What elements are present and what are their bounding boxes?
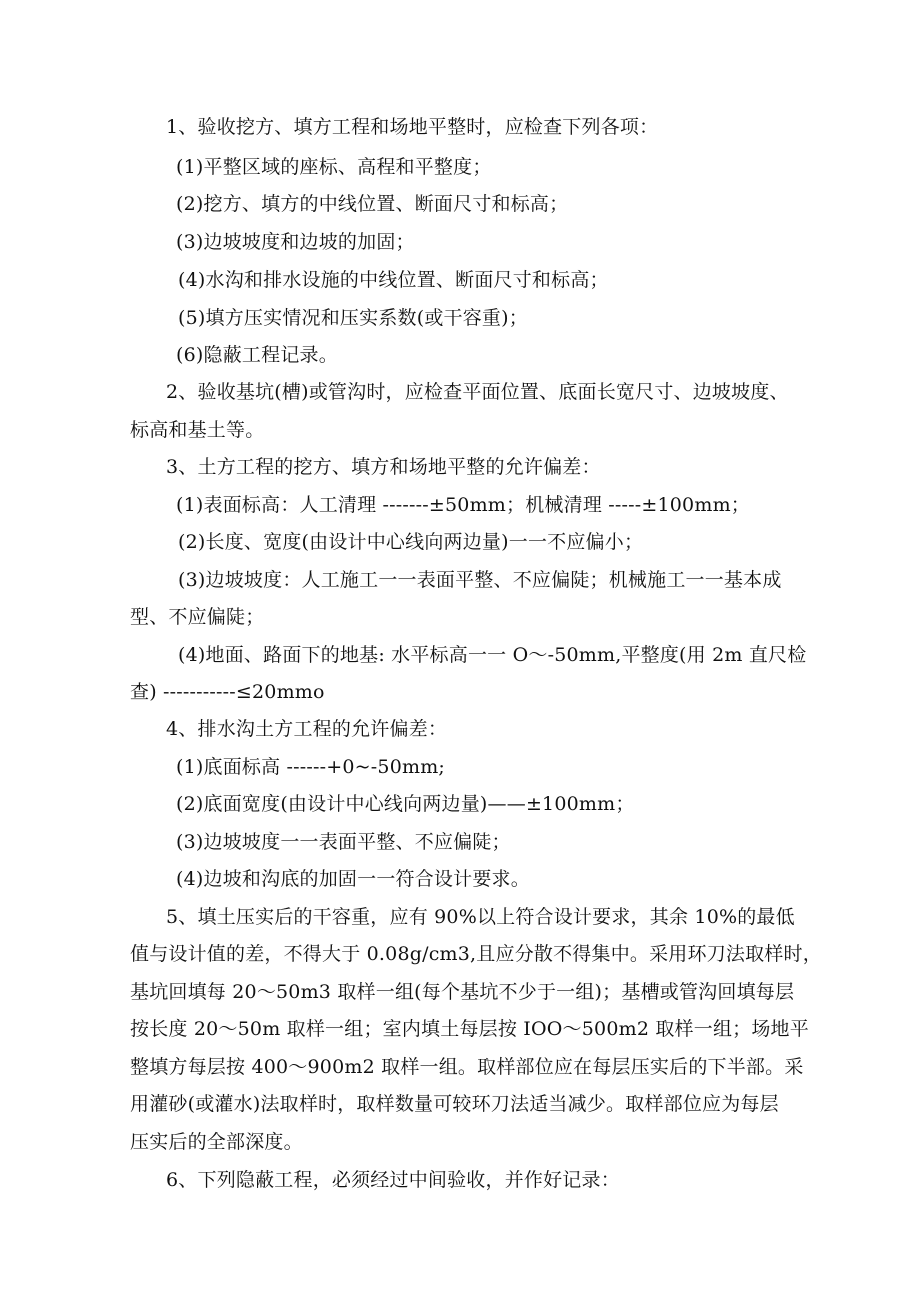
item-3-sub-1: (1)表面标高：人工清理 -------±50mm；机械清理 -----±100mm； xyxy=(176,494,750,516)
item-1-sub-1: (1)平整区域的座标、高程和平整度； xyxy=(176,156,492,178)
item-4-sub-2: (2)底面宽度(由设计中心线向两边量)——±100mm； xyxy=(176,793,635,815)
item-2-continuation: 标高和基土等。 xyxy=(130,419,265,441)
item-5-line-6: 用灌砂(或灌水)法取样时，取样数量可较环刀法适当减少。取样部位应为每层 xyxy=(130,1093,779,1115)
item-3-sub-3: (3)边坡坡度：人工施工一一表面平整、不应偏陡；机械施工一一基本成 xyxy=(178,569,782,591)
item-4-heading: 4、排水沟土方工程的允许偏差： xyxy=(166,718,448,740)
item-3-sub-4: (4)地面、路面下的地基: 水平标高一一 O～-50mm,平整度(用 2m 直尺检 xyxy=(178,644,807,666)
item-1-heading: 1、验收挖方、填方工程和场地平整时，应检查下列各项： xyxy=(166,116,659,138)
item-4-sub-1: (1)底面标高 ------+0~-50mm; xyxy=(176,756,446,778)
item-5-line-2: 值与设计值的差，不得大于 0.08g/cm3,且应分散不得集中。采用环刀法取样时， xyxy=(130,943,822,965)
item-4-sub-3: (3)边坡坡度一一表面平整、不应偏陡； xyxy=(176,831,511,853)
item-4-sub-4: (4)边坡和沟底的加固一一符合设计要求。 xyxy=(176,868,530,890)
item-6-heading: 6、下列隐蔽工程，必须经过中间验收，并作好记录： xyxy=(166,1169,620,1191)
item-2-heading: 2、验收基坑(槽)或管沟时，应检查平面位置、底面长宽尺寸、边坡坡度、 xyxy=(166,381,789,403)
item-5-line-4: 按长度 20～50m 取样一组；室内填土每层按 IOO～500m2 取样一组；场地平 xyxy=(130,1018,809,1040)
item-1-sub-6: (6)隐蔽工程记录。 xyxy=(176,344,338,366)
item-3-heading: 3、土方工程的挖方、填方和场地平整的允许偏差： xyxy=(166,456,601,478)
item-5-line-7: 压实后的全部深度。 xyxy=(130,1131,303,1153)
item-1-sub-4: (4)水沟和排水设施的中线位置、断面尺寸和标高； xyxy=(178,269,609,291)
item-1-sub-3: (3)边坡坡度和边坡的加固； xyxy=(176,231,415,253)
item-5-heading: 5、填土压实后的干容重，应有 90%以上符合设计要求，其余 10%的最低 xyxy=(166,906,795,928)
item-1-sub-2: (2)挖方、填方的中线位置、断面尺寸和标高； xyxy=(176,193,569,215)
item-1-sub-5: (5)填方压实情况和压实系数(或干容重)； xyxy=(178,307,528,329)
item-3-sub-3-continuation: 型、不应偏陡； xyxy=(130,606,265,628)
item-5-line-3: 基坑回填每 20～50m3 取样一组(每个基坑不少于一组)；基槽或管沟回填每层 xyxy=(130,981,795,1003)
item-3-sub-4-continuation: 查) -----------≤20mmo xyxy=(130,681,325,703)
item-5-line-5: 整填方每层按 400～900m2 取样一组。取样部位应在每层压实后的下半部。采 xyxy=(130,1056,804,1078)
item-3-sub-2: (2)长度、宽度(由设计中心线向两边量)一一不应偏小； xyxy=(178,531,644,553)
